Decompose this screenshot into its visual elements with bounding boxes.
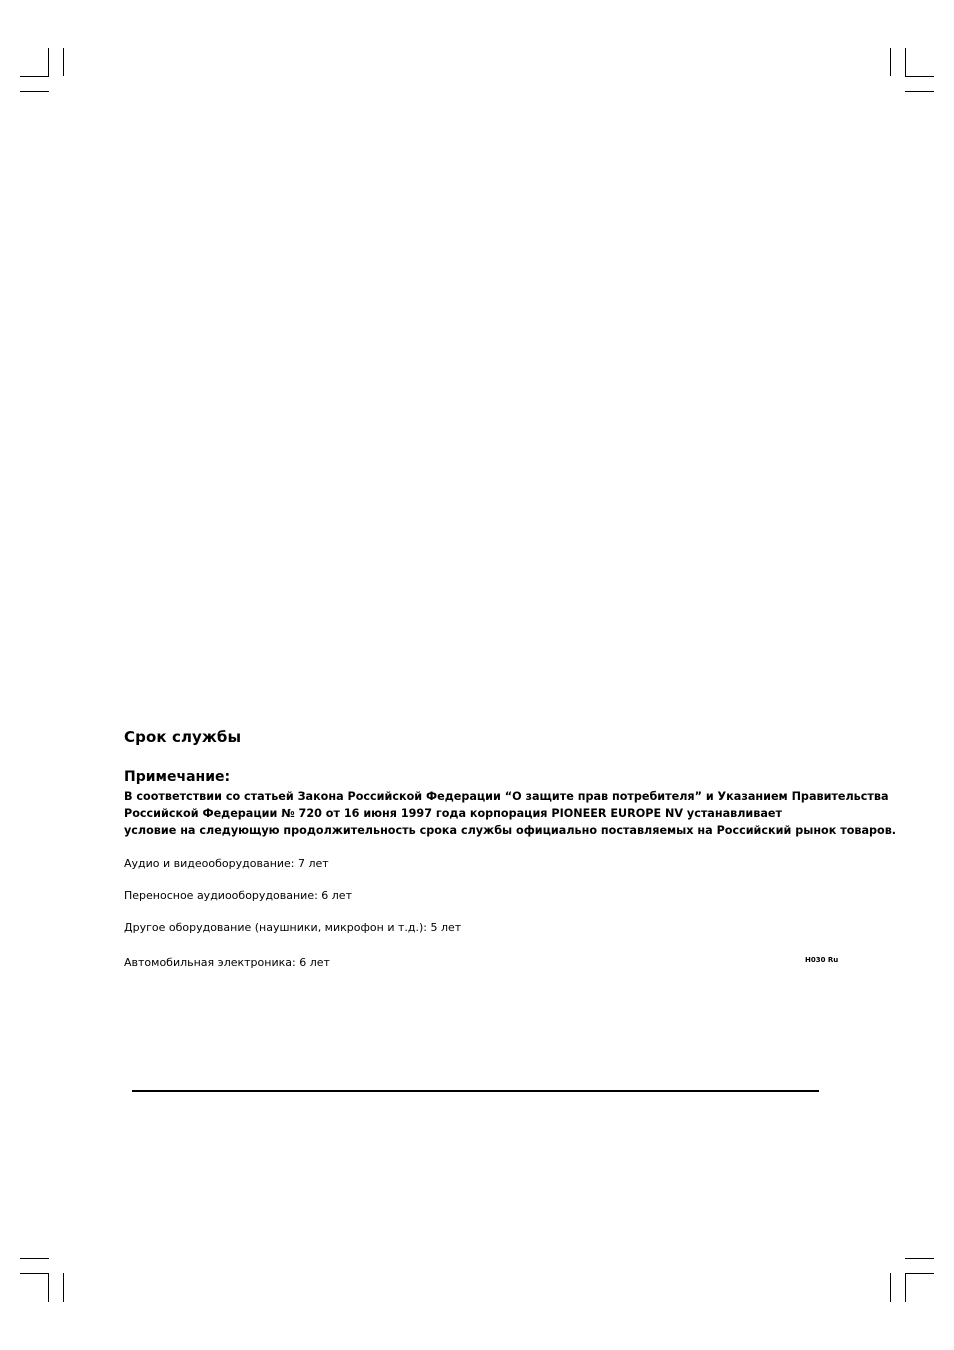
note-line: условие на следующую продолжительность срока службы официально поставляемых на Российский рынок товаров. bbox=[124, 824, 897, 837]
bottom-rule bbox=[132, 1090, 819, 1092]
document-code: H030 Ru bbox=[805, 956, 839, 964]
service-life-item: Аудио и видеооборудование: 7 лет bbox=[124, 857, 329, 870]
section-title: Срок службы bbox=[124, 728, 242, 746]
note-line: В соответствии со статьей Закона Российской Федерации “О защите прав потребителя” и Указанием Правительства bbox=[124, 790, 889, 803]
service-life-item: Автомобильная электроника: 6 лет bbox=[124, 956, 330, 969]
note-heading: Примечание: bbox=[124, 769, 231, 785]
service-life-item: Другое оборудование (наушники, микрофон и т.д.): 5 лет bbox=[124, 921, 462, 934]
note-body bbox=[124, 788, 897, 839]
note-line: Российской Федерации № 720 от 16 июня 1997 года корпорация PIONEER EUROPE NV устанавливает bbox=[124, 807, 782, 820]
service-life-item: Переносное аудиооборудование: 6 лет bbox=[124, 889, 352, 902]
